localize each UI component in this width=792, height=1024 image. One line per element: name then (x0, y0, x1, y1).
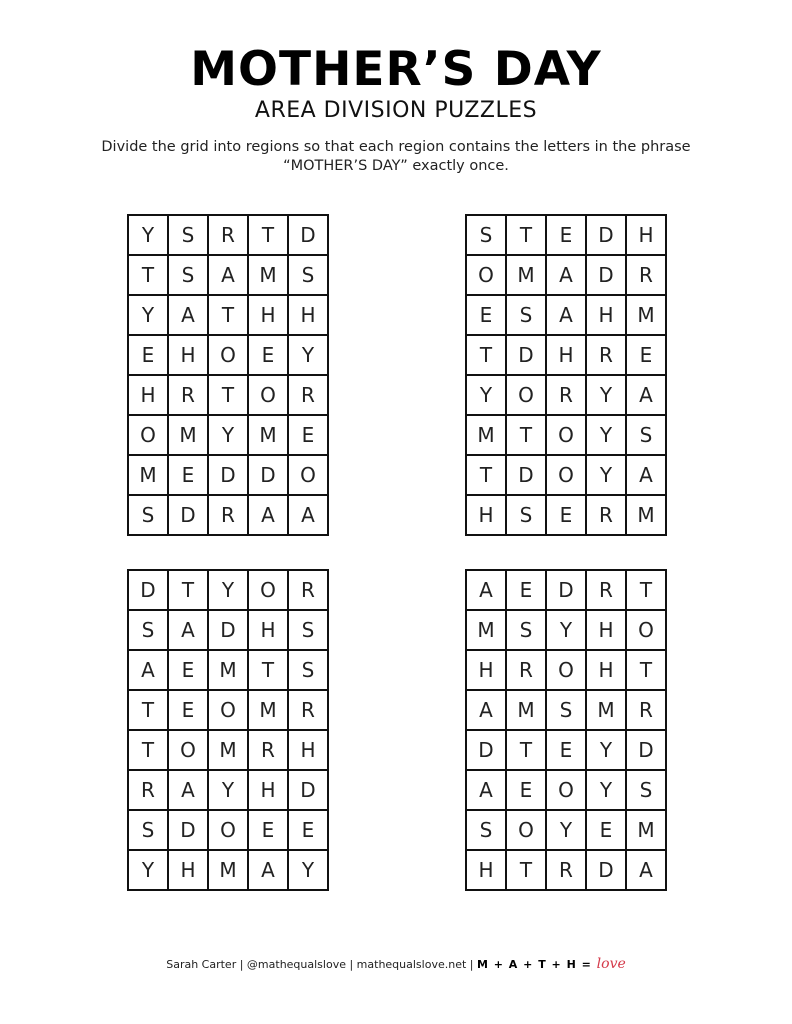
grid-cell[interactable]: E (248, 335, 288, 375)
grid-row (128, 850, 328, 890)
grid-cell[interactable]: O (128, 415, 168, 455)
grid-cell[interactable]: M (208, 730, 248, 770)
grid-cell[interactable]: T (128, 255, 168, 295)
footer (0, 956, 792, 973)
grid-cell[interactable]: O (506, 810, 546, 850)
grid-cell[interactable]: T (506, 850, 546, 890)
grid-row (466, 375, 666, 415)
puzzle-grid-2 (465, 214, 667, 536)
grid-cell[interactable]: O (626, 610, 666, 650)
grid-cell[interactable]: A (626, 455, 666, 495)
grid-cell[interactable]: M (248, 690, 288, 730)
grid-cell[interactable]: Y (128, 215, 168, 255)
grid-cell[interactable]: O (248, 375, 288, 415)
grid-cell[interactable]: M (208, 850, 248, 890)
grid-cell[interactable]: M (626, 495, 666, 535)
grid-cell[interactable]: A (128, 650, 168, 690)
grid-cell[interactable]: E (506, 570, 546, 610)
grid-row (128, 610, 328, 650)
grid-cell[interactable]: A (208, 255, 248, 295)
grid-cell[interactable]: M (466, 415, 506, 455)
grid-cell[interactable]: T (506, 730, 546, 770)
grid-cell[interactable]: D (208, 455, 248, 495)
grid-cell[interactable]: R (288, 375, 328, 415)
grid-cell[interactable]: O (208, 335, 248, 375)
grid-cell[interactable]: A (466, 570, 506, 610)
instructions: Divide the grid into regions so that each region contains the letters in the phrase “MOTHER’S DAY” exactly once. (101, 139, 691, 174)
grid-cell[interactable]: M (248, 415, 288, 455)
grid-cell[interactable]: R (208, 495, 248, 535)
grid-cell[interactable]: D (248, 455, 288, 495)
grid-cell[interactable]: E (546, 495, 586, 535)
grid-cell[interactable]: S (466, 810, 506, 850)
grid-row (466, 495, 666, 535)
grid-cell[interactable]: S (506, 295, 546, 335)
grid-cell[interactable]: A (546, 255, 586, 295)
grid-cell[interactable]: H (546, 335, 586, 375)
grid-cell[interactable]: R (586, 570, 626, 610)
grid-cell[interactable]: R (546, 850, 586, 890)
grid-cell[interactable]: H (466, 650, 506, 690)
grid-cell[interactable]: A (546, 295, 586, 335)
grid-cell[interactable]: E (288, 415, 328, 455)
grid-cell[interactable]: T (128, 730, 168, 770)
grid-cell[interactable]: D (546, 570, 586, 610)
grid-cell[interactable]: D (506, 455, 546, 495)
grid-row (466, 690, 666, 730)
grid-cell[interactable]: Y (208, 570, 248, 610)
grid-cell[interactable]: D (208, 610, 248, 650)
grid-cell[interactable]: Y (208, 415, 248, 455)
grid-cell[interactable]: T (168, 570, 208, 610)
grid-cell[interactable]: E (168, 690, 208, 730)
grid-cell[interactable]: H (248, 610, 288, 650)
grid-cell[interactable]: D (586, 850, 626, 890)
grid-cell[interactable]: M (506, 690, 546, 730)
grid-cell[interactable]: H (168, 335, 208, 375)
grid-cell[interactable]: E (128, 335, 168, 375)
grid-row (128, 335, 328, 375)
grid-cell[interactable]: R (288, 690, 328, 730)
grid-cell[interactable]: D (168, 495, 208, 535)
grid-cell[interactable]: D (586, 255, 626, 295)
grid-cell[interactable]: T (128, 690, 168, 730)
grid-cell[interactable]: T (248, 215, 288, 255)
grid-row (128, 295, 328, 335)
grid-cell[interactable]: S (168, 215, 208, 255)
grid-cell[interactable]: R (208, 215, 248, 255)
grid-row (128, 415, 328, 455)
grid-cell[interactable]: S (128, 495, 168, 535)
grid-cell[interactable]: O (546, 415, 586, 455)
grid-cell[interactable]: S (506, 495, 546, 535)
grid-cell[interactable]: Y (288, 335, 328, 375)
grid-row (128, 570, 328, 610)
grid-cell[interactable]: T (626, 570, 666, 610)
grid-cell[interactable]: O (546, 650, 586, 690)
page-title: MOTHER’S DAY (190, 42, 602, 97)
grid-cell[interactable]: D (288, 770, 328, 810)
grid-cell[interactable]: M (626, 810, 666, 850)
grid-cell[interactable]: E (546, 730, 586, 770)
grid-cell[interactable]: S (128, 810, 168, 850)
grid-row (466, 730, 666, 770)
grid-cell[interactable]: T (208, 295, 248, 335)
grid-cell[interactable]: H (586, 650, 626, 690)
grid-cell[interactable]: A (248, 850, 288, 890)
grid-cell[interactable]: O (208, 810, 248, 850)
grid-cell[interactable]: E (168, 650, 208, 690)
grid-cell[interactable]: Y (586, 455, 626, 495)
grid-cell[interactable]: Y (546, 610, 586, 650)
grid-cell[interactable]: R (288, 570, 328, 610)
grid-cell[interactable]: Y (586, 375, 626, 415)
grid-cell[interactable]: H (128, 375, 168, 415)
grid-cell[interactable]: T (466, 455, 506, 495)
grid-cell[interactable]: D (288, 215, 328, 255)
grid-cell[interactable]: M (128, 455, 168, 495)
puzzle-grid-1 (127, 214, 329, 536)
page-subtitle: AREA DIVISION PUZZLES (254, 98, 538, 123)
grid-cell[interactable]: Y (586, 730, 626, 770)
grid-cell[interactable]: E (626, 335, 666, 375)
grid-cell[interactable]: Y (208, 770, 248, 810)
grid-row (128, 255, 328, 295)
grid-cell[interactable]: T (626, 650, 666, 690)
grid-cell[interactable]: H (168, 850, 208, 890)
grid-cell[interactable]: H (626, 215, 666, 255)
grid-row (128, 215, 328, 255)
grid-cell[interactable]: O (506, 375, 546, 415)
grid-cell[interactable]: O (466, 255, 506, 295)
grid-cell[interactable]: D (586, 215, 626, 255)
grid-cell[interactable]: R (168, 375, 208, 415)
grid-cell[interactable]: R (248, 730, 288, 770)
grid-cell[interactable]: M (506, 255, 546, 295)
footer-love-logo: love (596, 956, 626, 972)
grid-cell[interactable]: T (208, 375, 248, 415)
grid-cell[interactable]: A (248, 495, 288, 535)
grid-row (128, 810, 328, 850)
grid-cell[interactable]: O (168, 730, 208, 770)
grid-cell[interactable]: R (546, 375, 586, 415)
grid-cell[interactable]: R (586, 335, 626, 375)
grid-cell[interactable]: S (168, 255, 208, 295)
grid-cell[interactable]: A (288, 495, 328, 535)
grid-cell[interactable]: M (586, 690, 626, 730)
grid-cell[interactable]: R (128, 770, 168, 810)
grid-cell[interactable]: E (506, 770, 546, 810)
grid-cell[interactable]: D (506, 335, 546, 375)
grid-cell[interactable]: T (466, 335, 506, 375)
grid-cell[interactable]: T (506, 415, 546, 455)
grid-cell[interactable]: D (466, 730, 506, 770)
grid-cell[interactable]: H (248, 295, 288, 335)
grid-cell[interactable]: M (466, 610, 506, 650)
grid-cell[interactable]: M (168, 415, 208, 455)
grid-cell[interactable]: A (168, 610, 208, 650)
grid-cell[interactable]: Y (128, 850, 168, 890)
grid-cell[interactable]: S (506, 610, 546, 650)
grid-cell[interactable]: S (128, 610, 168, 650)
grid-cell[interactable]: S (288, 610, 328, 650)
grid-row (466, 650, 666, 690)
grid-cell[interactable]: H (466, 850, 506, 890)
grid-cell[interactable]: M (208, 650, 248, 690)
grid-cell[interactable]: A (626, 850, 666, 890)
footer-brand: M + A + T + H = (476, 958, 597, 971)
grid-row (128, 650, 328, 690)
grid-cell[interactable]: E (586, 810, 626, 850)
grid-cell[interactable]: H (288, 730, 328, 770)
grid-cell[interactable]: E (248, 810, 288, 850)
grid-cell[interactable]: A (626, 375, 666, 415)
grid-cell[interactable]: O (546, 770, 586, 810)
grid-cell[interactable]: T (248, 650, 288, 690)
grid-row (466, 335, 666, 375)
grid-row (466, 255, 666, 295)
puzzle-grid-3 (127, 569, 329, 891)
grid-row (466, 455, 666, 495)
grid-cell[interactable]: Y (586, 770, 626, 810)
grid-cell[interactable]: Y (546, 810, 586, 850)
grid-row (128, 770, 328, 810)
grid-cell[interactable]: O (288, 455, 328, 495)
grid-cell[interactable]: S (546, 690, 586, 730)
grid-cell[interactable]: T (506, 215, 546, 255)
grid-row (128, 730, 328, 770)
grid-cell[interactable]: A (466, 690, 506, 730)
grid-cell[interactable]: A (168, 295, 208, 335)
grid-row (466, 215, 666, 255)
grid-cell[interactable]: D (168, 810, 208, 850)
grid-row (466, 810, 666, 850)
grid-row (466, 770, 666, 810)
grid-row (466, 295, 666, 335)
grid-cell[interactable]: Y (466, 375, 506, 415)
grid-cell[interactable]: S (288, 650, 328, 690)
grid-cell[interactable]: D (128, 570, 168, 610)
grid-cell[interactable]: S (466, 215, 506, 255)
grid-cell[interactable]: E (288, 810, 328, 850)
grid-cell[interactable]: H (466, 495, 506, 535)
grid-cell[interactable]: R (506, 650, 546, 690)
grid-cell[interactable]: M (248, 255, 288, 295)
grid-row (128, 495, 328, 535)
grid-row (466, 570, 666, 610)
grid-cell[interactable]: H (586, 610, 626, 650)
grid-cell[interactable]: O (208, 690, 248, 730)
grid-row (466, 610, 666, 650)
grid-cell[interactable]: O (546, 455, 586, 495)
grid-cell[interactable]: Y (128, 295, 168, 335)
grid-row (128, 455, 328, 495)
grid-cell[interactable]: R (586, 495, 626, 535)
grid-cell[interactable]: S (626, 415, 666, 455)
grid-cell[interactable]: R (626, 255, 666, 295)
grid-cell[interactable]: E (466, 295, 506, 335)
grid-cell[interactable]: Y (586, 415, 626, 455)
grid-cell[interactable]: E (546, 215, 586, 255)
grid-cell[interactable]: Y (288, 850, 328, 890)
grid-cell[interactable]: A (466, 770, 506, 810)
grid-cell[interactable]: A (168, 770, 208, 810)
grid-row (466, 850, 666, 890)
grid-cell[interactable]: D (626, 730, 666, 770)
grid-cell[interactable]: M (626, 295, 666, 335)
grid-cell[interactable]: H (288, 295, 328, 335)
grid-cell[interactable]: O (248, 570, 288, 610)
grid-row (128, 690, 328, 730)
footer-credits: Sarah Carter | @mathequalslove | mathequalslove.net | (166, 958, 477, 971)
grid-cell[interactable]: S (626, 770, 666, 810)
grid-cell[interactable]: S (288, 255, 328, 295)
grid-cell[interactable]: R (626, 690, 666, 730)
puzzle-grid-4 (465, 569, 667, 891)
grid-cell[interactable]: E (168, 455, 208, 495)
grid-cell[interactable]: H (248, 770, 288, 810)
grid-row (128, 375, 328, 415)
grid-cell[interactable]: H (586, 295, 626, 335)
grid-row (466, 415, 666, 455)
